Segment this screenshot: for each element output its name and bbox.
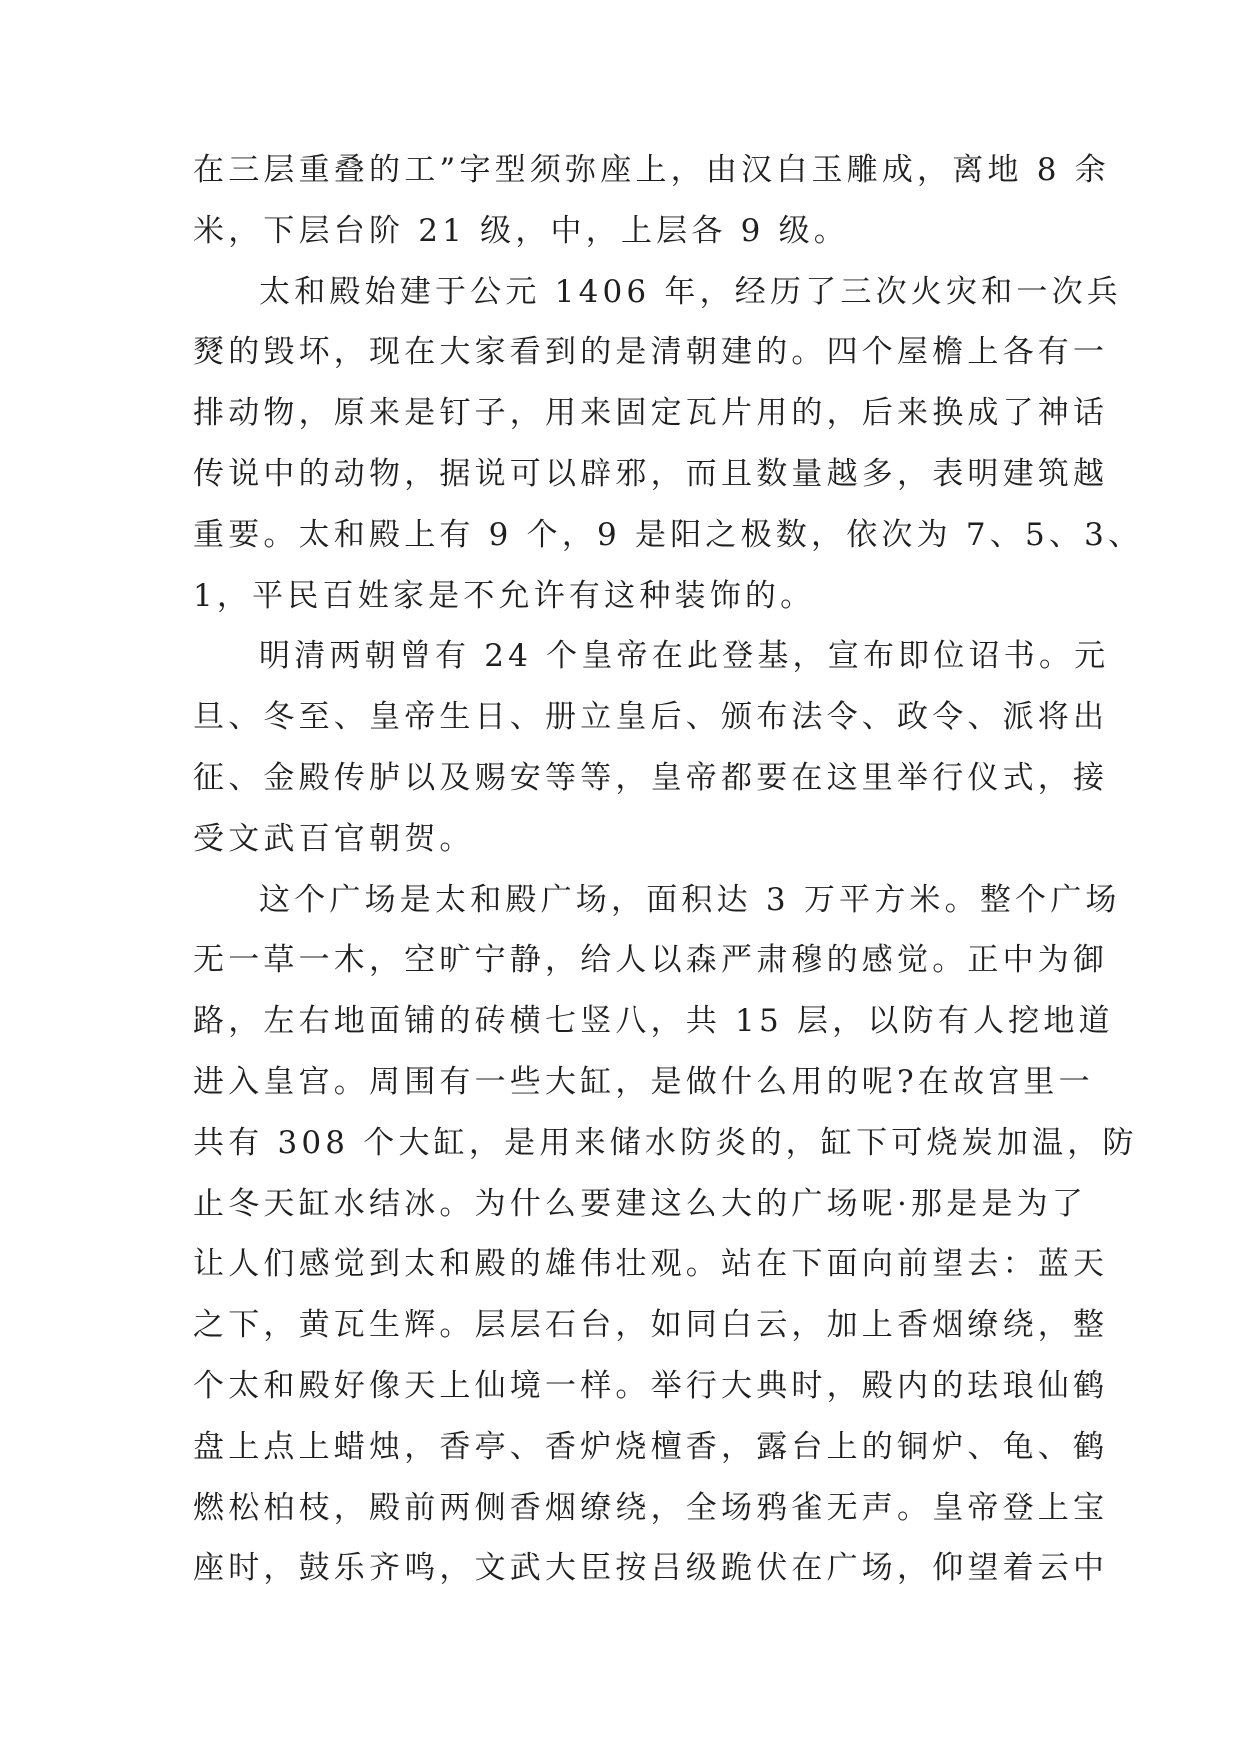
text-line: 之下，黄瓦生辉。层层石台，如同白云，加上香烟缭绕，整 <box>193 1307 1109 1344</box>
text-line: 受文武百官朝贺。 <box>193 820 475 857</box>
paragraph-first-line: 这个广场是太和殿广场，面积达 3 万平方米。整个广场 <box>259 881 1121 918</box>
text-line: 旦、冬至、皇帝生日、册立皇后、颁布法令、政令、派将出 <box>193 699 1109 736</box>
text-line: 路，左右地面铺的砖横七竖八，共 15 层，以防有人挖地道 <box>193 1003 1114 1040</box>
text-line: 排动物，原来是钉子，用来固定瓦片用的，后来换成了神话 <box>193 395 1109 432</box>
text-line: 个太和殿好像天上仙境一样。举行大典时，殿内的珐琅仙鹤 <box>193 1367 1109 1404</box>
text-line: 共有 308 个大缸，是用来储水防炎的，缸下可烧炭加温，防 <box>193 1124 1138 1161</box>
text-line: 重要。太和殿上有 9 个，9 是阳之极数，依次为 7、5、3、 <box>193 516 1144 553</box>
text-line: 在三层重叠的工”字型须弥座上，由汉白玉雕成，离地 8 余 <box>193 152 1110 188</box>
text-line: 止冬天缸水结冰。为什么要建这么大的广场呢·那是是为了 <box>193 1185 1088 1222</box>
text-line: 米，下层台阶 21 级，中，上层各 9 级。 <box>193 212 849 249</box>
text-line: 盘上点上蜡烛，香亭、香炉烧檀香，露台上的铜炉、龟、鹤 <box>193 1428 1109 1465</box>
text-line: 燃松柏枝，殿前两侧香烟缭绕，全场鸦雀无声。皇帝登上宝 <box>193 1489 1109 1526</box>
text-line: 进入皇宫。周围有一些大缸，是做什么用的呢?在故宫里一 <box>193 1063 1094 1100</box>
text-line: 传说中的动物，据说可以辟邪，而且数量越多，表明建筑越 <box>193 455 1109 492</box>
document-body <box>193 140 1144 1599</box>
text-line: 无一草一木，空旷宁静，给人以森严肃穆的感觉。正中为御 <box>193 942 1109 979</box>
text-line: 让人们感觉到太和殿的雄伟壮观。站在下面向前望去：蓝天 <box>193 1246 1109 1283</box>
text-line: 征、金殿传胪以及赐安等等，皇帝都要在这里举行仪式，接 <box>193 759 1109 796</box>
text-line: 座时，鼓乐齐鸣，文武大臣按吕级跪伏在广场，仰望着云中 <box>193 1550 1109 1587</box>
text-line: 燹的毁坏，现在大家看到的是清朝建的。四个屋檐上各有一 <box>193 334 1109 371</box>
paragraph-first-line: 明清两朝曾有 24 个皇帝在此登基，宣布即位诏书。元 <box>259 638 1110 675</box>
paragraph-first-line: 太和殿始建于公元 1406 年，经历了三次火灾和一次兵 <box>259 273 1122 310</box>
text-line: 1，平民百姓家是不允许有这种装饰的。 <box>193 577 816 614</box>
